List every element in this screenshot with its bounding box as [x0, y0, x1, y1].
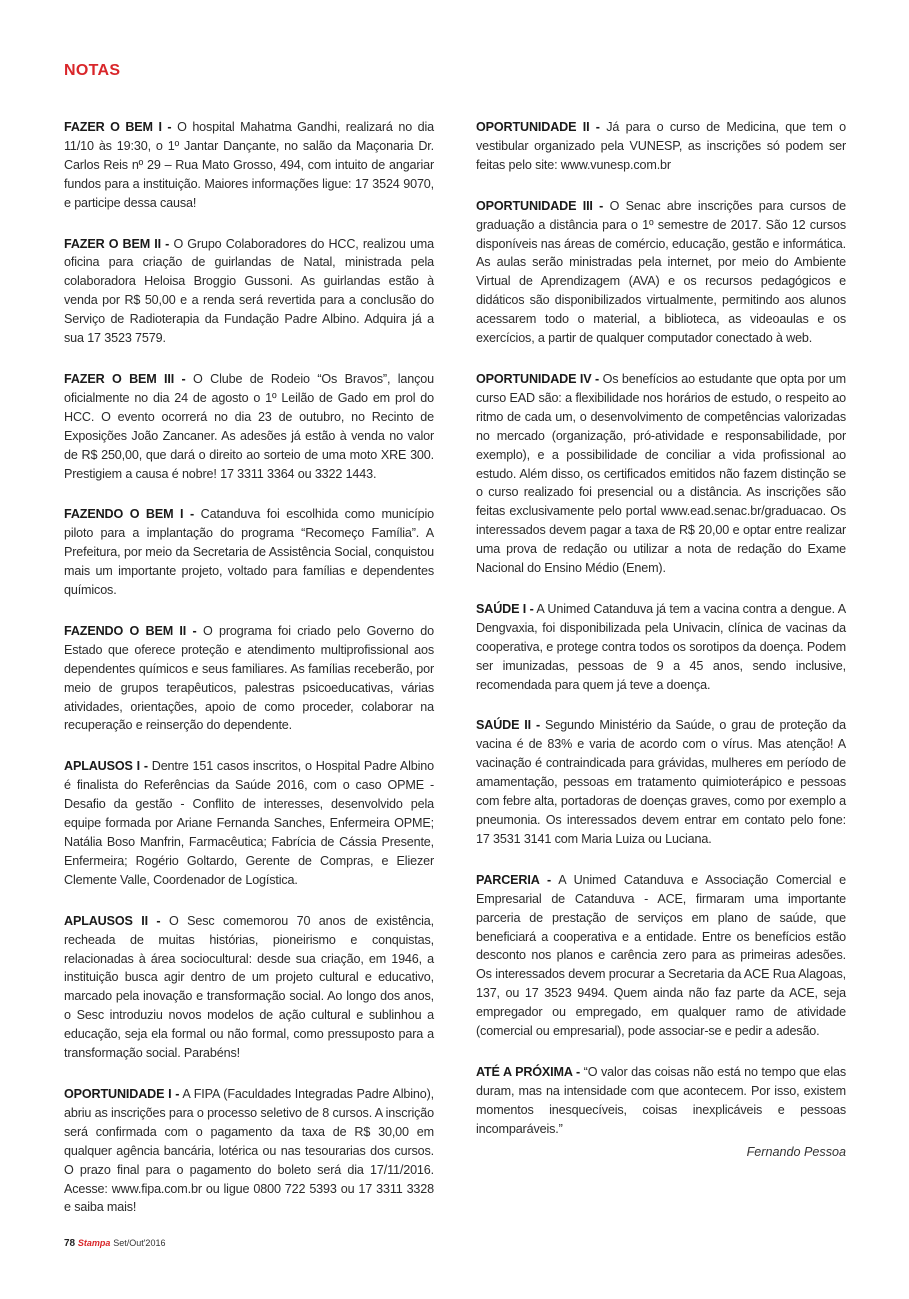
note-body: O Senac abre inscrições para cursos de graduação a distância para o 1º semestre de 2017. São 12 cursos disponíveis nas áreas de comércio, educação, gestão e informática. As aulas serão ministradas pela internet, por meio do Ambiente Virtual de Aprendizagem (AVA) e os recursos pedagógicos e didáticos são disponibilizados virtualmente, permitindo aos alunos acessarem todo o material, a biblioteca, as videoaulas e os exercícios, a partir de qualquer computador conectado à web.	[476, 198, 846, 346]
note-oportunidade-4	[476, 370, 846, 578]
note-fazer-o-bem-2	[64, 235, 434, 348]
quote-signature: Fernando Pessoa	[746, 1144, 846, 1159]
note-body: A Unimed Catanduva e Associação Comercial e Empresarial de Catanduva - ACE, firmaram uma importante parceria de prestação de serviços em plano de saúde, que beneficiará a cooperativa e a entidade. Entre os benefícios estão desconto nos planos e carência zero para as primeiras adesões. Os interessados devem procurar a Secretaria da ACE Rua Alagoas, 137, ou 17 3523 9494. Quem ainda não faz parte da ACE, seja empregador ou empregado, em qualquer ramo de atividade (comercial ou empresarial), pode associar-se e pedir a adesão.	[476, 872, 846, 1039]
note-body: Segundo Ministério da Saúde, o grau de proteção da vacina é de 83% e varia de acordo com o vírus. Mas atenção! A vacinação é contraindicada para grávidas, mulheres em período de amamentação, pessoas em tratamento quimioterápico e pessoas com febre alta, portadoras de doenças graves, como por exemplo a pneumonia. Os interessados devem entrar em contato pelo fone: 17 3531 3141 com Maria Luiza ou Luciana.	[476, 718, 846, 846]
note-heading: FAZER O BEM I -	[64, 120, 172, 134]
note-body: A Unimed Catanduva já tem a vacina contra a dengue. A Dengvaxia, foi disponibilizada pela Univacin, clínica de vacinas da cooperativa, e protege contra todos os sorotipos da doença. Podem ser imunizadas, pessoas de 9 a 45 anos, sendo inclusive, recomendada para quem já teve a doença.	[476, 601, 846, 692]
note-heading: FAZENDO O BEM I -	[64, 507, 195, 522]
note-saude-2	[476, 716, 846, 848]
note-heading: SAÚDE I -	[476, 601, 534, 616]
note-aplausos-1	[64, 757, 434, 889]
note-aplausos-2	[64, 912, 434, 1063]
note-heading: PARCERIA -	[476, 872, 552, 887]
left-column	[64, 118, 434, 1239]
note-body: Os benefícios ao estudante que opta por um curso EAD são: a flexibilidade nos horários de estudo, o respeito ao ritmo de cada um, o desenvolvimento de competências valorizadas no mercado (organização, pró-atividade e responsabilidade, por exemplo), e a possibilidade de conciliar a vida profissional ao estudo. Além disso, os certificados emitidos não fazem distinção se o curso realizado foi presencial ou a distância. As inscrições são feitas exclusivamente pelo portal www.ead.senac.br/graduacao. Os interessados devem pagar a taxa de R$ 20,00 e optar entre realizar uma prova de redação ou utilizar a nota de redação do Exame Nacional do Ensino Médio (Enem).	[476, 371, 846, 576]
note-body: Dentre 151 casos inscritos, o Hospital Padre Albino é finalista do Referências da Saúde 2016, com o caso OPME - Desafio da gestão - Conflito de interesses, desenvolvido pela equipe formada por Ariane Fernanda Sanches, Enfermeira OPME; Natália Boso Manfrin, Farmacêutica; Fabrícia de Cássia Presente, Enfermeira; Rogério Goltardo, Gerente de Compras, e Eliezer Clemente Valle, Coordenador de Logística.	[64, 759, 434, 887]
note-heading: APLAUSOS II -	[64, 913, 161, 928]
note-body: O Grupo Colaboradores do HCC, realizou uma oficina para criação de guirlandas de Natal, ministrada pela colaboradora Heloisa Broggio Gussoni. As guirlandas estão à venda por R$ 50,00 e a renda será revertida para a conclusão do Serviço de Radioterapia da Fundação Padre Albino. Adquira já a sua 17 3523 7579.	[64, 236, 434, 346]
note-body: O Clube de Rodeio “Os Bravos”, lançou oficialmente no dia 24 de agosto o 1º Leilão de Gado em prol do HCC. O evento ocorrerá no dia 23 de outubro, no Recinto de Exposições João Zancaner. As adesões já estão à venda no valor de R$ 250,00, que dará o direito ao sorteio de uma moto XRE 300. Prestigiem a causa é nobre! 17 3311 3364 ou 3322 1443.	[64, 371, 434, 481]
page-number: 78	[64, 1238, 76, 1249]
note-body: A FIPA (Faculdades Integradas Padre Albino), abriu as inscrições para o processo seletivo de 8 cursos. A inscrição será confirmada com o pagamento da taxa de R$ 30,00 em qualquer agência bancária, lotérica ou nas tesourarias dos cursos. O prazo final para o pagamento do boleto será dia 17/11/2016. Acesse: www.fipa.com.br ou ligue 0800 722 5393 ou 17 3311 3328 e saiba mais!	[64, 1086, 434, 1215]
note-heading: APLAUSOS I -	[64, 759, 148, 774]
note-fazer-o-bem-3	[64, 370, 434, 483]
note-saude-1	[476, 600, 846, 695]
note-body: O hospital Mahatma Gandhi, realizará no dia 11/10 às 19:30, o 1º Jantar Dançante, no salão da Maçonaria Dr. Carlos Reis nº 29 – Rua Mato Grosso, 494, com intuito de angariar fundos para a instituição. Maiores informações ligue: 17 3524 9070, e participe dessa causa!	[64, 120, 434, 210]
note-body: O Sesc comemorou 70 anos de existência, recheada de muitas histórias, pioneirismo e conquistas, relacionadas à área sociocultural: desde sua criação, em 1946, a instituição busca agir dentro de um projeto cultural e educativo, marcado pela inovação e transformação social. Ao longo dos anos, o Sesc introduziu novos modelos de ação cultural e sublinhou a educação, seja ela formal ou não formal, como pressuposto para a transformação social. Parabéns!	[64, 913, 434, 1061]
note-oportunidade-1	[64, 1085, 434, 1217]
note-heading: OPORTUNIDADE II -	[476, 120, 600, 134]
note-body: “O valor das coisas não está no tempo que elas duram, mas na intensidade com que acontecem. Por isso, existem momentos inesquecíveis, coisas inexplicáveis e pessoas incomparáveis.”	[476, 1064, 846, 1136]
note-fazer-o-bem-1	[64, 118, 434, 213]
section-title: NOTAS	[64, 62, 121, 79]
note-body: Catanduva foi escolhida como município piloto para a implantação do programa “Recomeço Família”. A Prefeitura, por meio da Secretaria de Assistência Social, conquistou mais um importante projeto, voltado para famílias e dependentes químicos.	[64, 507, 435, 598]
note-heading: FAZENDO O BEM II -	[64, 623, 197, 638]
edition-date: Set/Out'2016	[113, 1238, 166, 1248]
note-heading: FAZER O BEM II -	[64, 236, 170, 251]
note-heading: OPORTUNIDADE I -	[64, 1086, 180, 1101]
note-heading: FAZER O BEM III -	[64, 371, 186, 386]
note-heading: OPORTUNIDADE IV -	[476, 371, 600, 386]
note-heading: ATÉ A PRÓXIMA -	[476, 1064, 581, 1079]
note-oportunidade-3	[476, 197, 846, 348]
note-heading: OPORTUNIDADE III -	[476, 198, 604, 213]
note-heading: SAÚDE II -	[476, 718, 541, 733]
note-body: Já para o curso de Medicina, que tem o vestibular organizado pela VUNESP, as inscrições só podem ser feitas pelo site: www.vunesp.com.br	[476, 120, 847, 172]
note-parceria	[476, 871, 846, 1041]
note-oportunidade-2	[476, 118, 846, 175]
right-column	[476, 118, 846, 1159]
note-body: O programa foi criado pelo Governo do Estado que oferece proteção e atendimento multiprofissional aos dependentes químicos e seus familiares. As famílias receberão, por meio de grupos terapêuticos, palestras psicoeducativas, várias atividades, orientações, apoio de como proceder, colaborar na recuperação e reinserção do dependente.	[64, 623, 434, 733]
note-ate-a-proxima	[476, 1063, 846, 1139]
note-fazendo-o-bem-2	[64, 622, 434, 735]
page-footer	[64, 1238, 165, 1249]
magazine-logo: Stampa	[77, 1238, 111, 1248]
note-fazendo-o-bem-1	[64, 505, 434, 600]
